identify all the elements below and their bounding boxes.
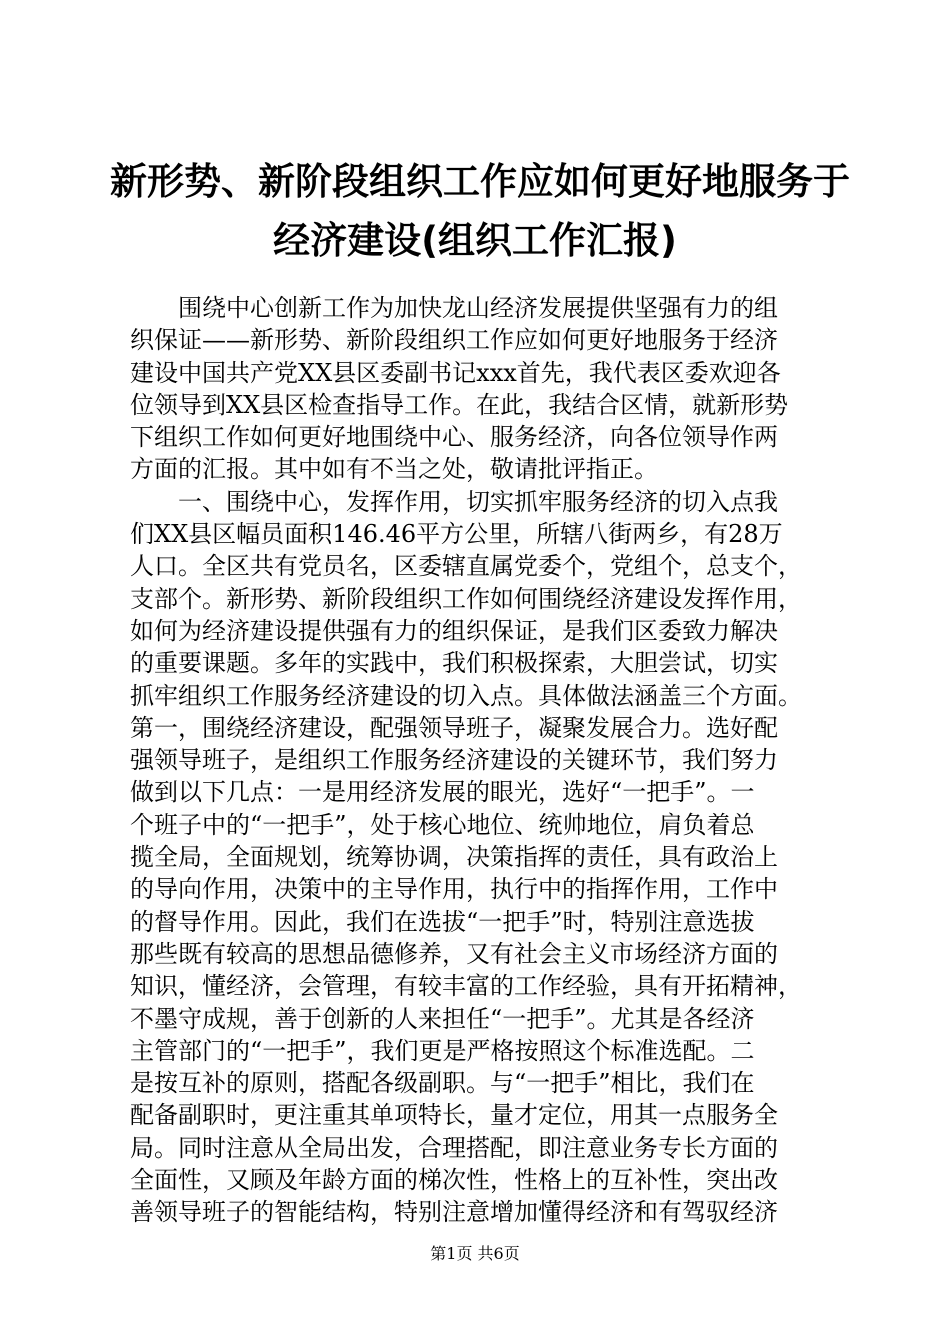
document-body xyxy=(130,292,850,1229)
body-line-5: 下组织工作如何更好地围绕中心、服务经济，向各位领导作两 xyxy=(130,423,778,452)
body-line-19: 的导向作用，决策中的主导作用，执行中的指挥作用，工作中 xyxy=(130,875,778,904)
document-title-line-2: 经济建设(组织工作汇报) xyxy=(273,219,677,262)
body-line-28: 全面性，又顾及年龄方面的梯次性，性格上的互补性，突出改 xyxy=(130,1166,778,1195)
body-line-11: 如何为经济建设提供强有力的组织保证，是我们区委致力解决 xyxy=(130,616,778,645)
body-line-3: 建设中国共产党XX县区委副书记xxx首先，我代表区委欢迎各 xyxy=(130,358,781,387)
body-line-1: 围绕中心创新工作为加快龙山经济发展提供坚强有力的组 xyxy=(178,294,778,322)
body-line-7: 一、围绕中心，发挥作用，切实抓牢服务经济的切入点我 xyxy=(178,487,778,516)
body-line-26: 配备副职时，更注重其单项特长，量才定位，用其一点服务全 xyxy=(130,1101,778,1130)
body-line-9: 人口。全区共有党员名，区委辖直属党委个，党组个，总支个， xyxy=(130,552,802,581)
body-line-16: 做到以下几点：一是用经济发展的眼光，选好“一把手”。一 xyxy=(130,778,755,807)
body-line-4: 位领导到XX县区检查指导工作。在此，我结合区情，就新形势 xyxy=(130,390,789,419)
body-line-20: 的督导作用。因此，我们在选拔“一把手”时，特别注意选拔 xyxy=(130,907,755,936)
body-line-25: 是按互补的原则，搭配各级副职。与“一把手”相比，我们在 xyxy=(130,1069,755,1098)
body-line-22: 知识，懂经济，会管理，有较丰富的工作经验，具有开拓精神， xyxy=(130,972,802,1001)
document-title-line-1: 新形势、新阶段组织工作应如何更好地服务于 xyxy=(110,160,850,203)
body-line-12: 的重要课题。多年的实践中，我们积极探索，大胆尝试，切实 xyxy=(130,649,778,678)
body-line-29: 善领导班子的智能结构，特别注意增加懂得经济和有驾驭经济 xyxy=(130,1198,778,1227)
body-line-17: 个班子中的“一把手”，处于核心地位、统帅地位，肩负着总 xyxy=(130,810,755,839)
body-line-24: 主管部门的“一把手”，我们更是严格按照这个标准选配。二 xyxy=(130,1036,755,1065)
body-line-6: 方面的汇报。其中如有不当之处，敬请批评指正。 xyxy=(130,455,658,484)
page-number-footer: 第1页 共6页 xyxy=(430,1244,520,1263)
body-line-2: 织保证——新形势、新阶段组织工作应如何更好地服务于经济 xyxy=(130,326,778,355)
body-line-14: 第一，围绕经济建设，配强领导班子，凝聚发展合力。选好配 xyxy=(130,713,778,742)
body-line-10: 支部个。新形势、新阶段组织工作如何围绕经济建设发挥作用， xyxy=(130,584,802,613)
body-line-15: 强领导班子，是组织工作服务经济建设的关键环节，我们努力 xyxy=(130,746,778,775)
body-line-23: 不墨守成规，善于创新的人来担任“一把手”。尤其是各经济 xyxy=(130,1004,755,1033)
body-line-18: 揽全局，全面规划，统筹协调，决策指挥的责任，具有政治上 xyxy=(130,843,778,872)
body-line-8: 们XX县区幅员面积146.46平方公里，所辖八街两乡，有28万 xyxy=(130,520,783,549)
body-line-21: 那些既有较高的思想品德修养，又有社会主义市场经济方面的 xyxy=(130,939,778,968)
body-line-27: 局。同时注意从全局出发，合理搭配，即注意业务专长方面的 xyxy=(130,1133,778,1162)
body-line-13: 抓牢组织工作服务经济建设的切入点。具体做法涵盖三个方面。 xyxy=(130,681,802,710)
